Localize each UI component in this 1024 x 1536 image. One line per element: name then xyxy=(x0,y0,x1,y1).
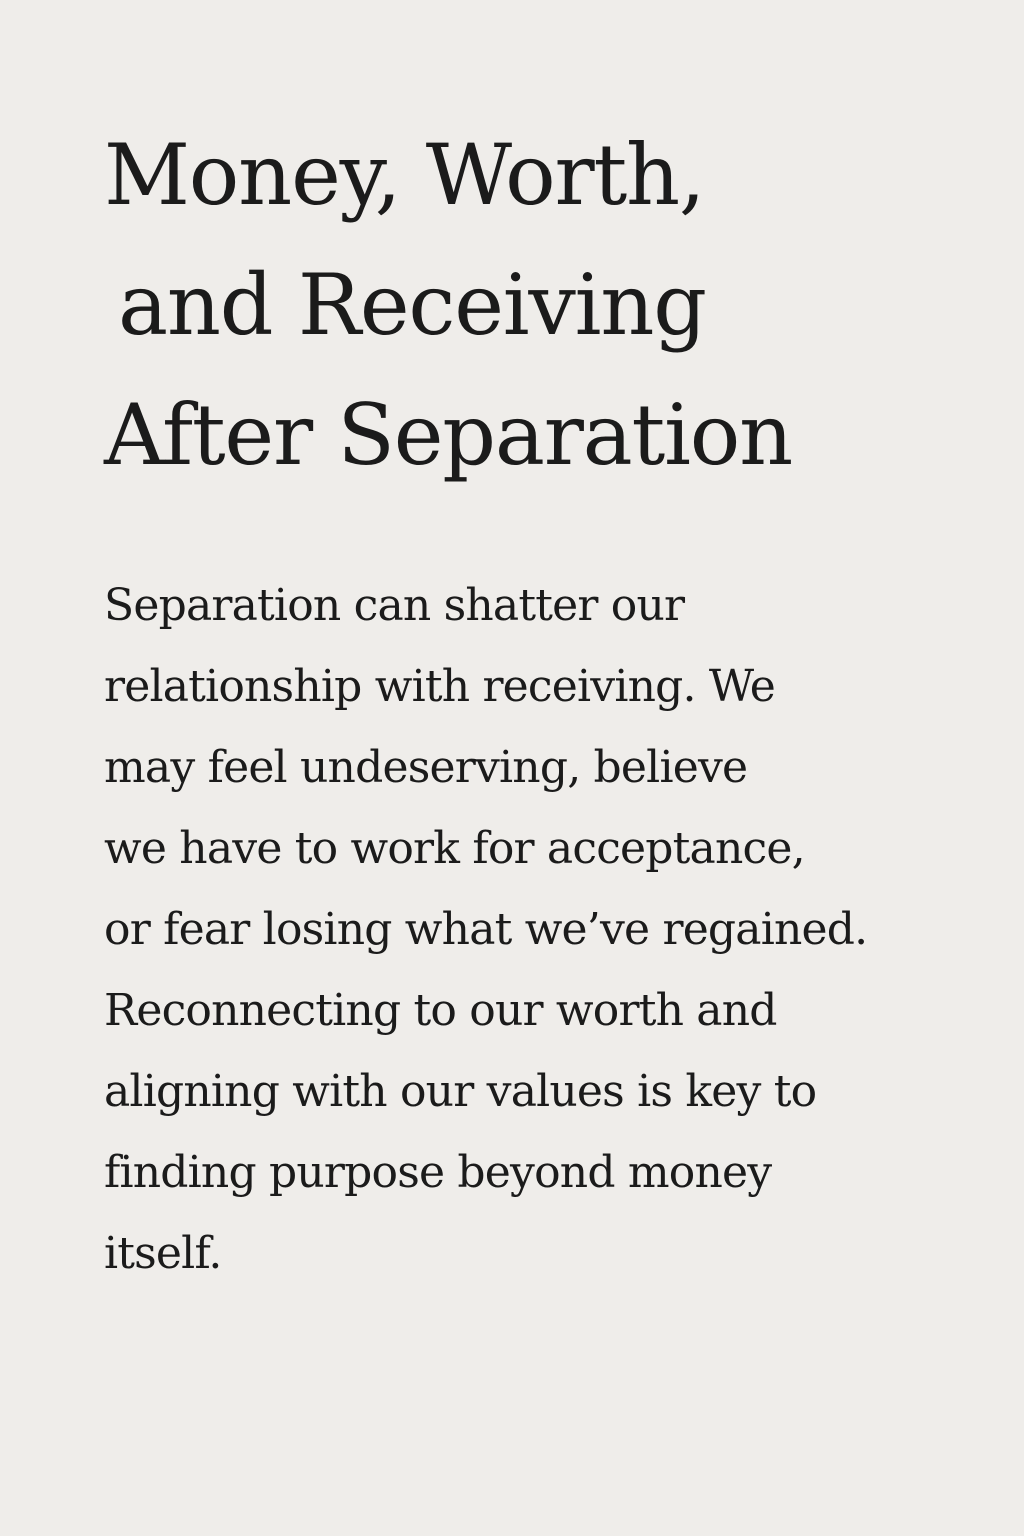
body-line: aligning with our values is key to xyxy=(104,1066,817,1117)
body-line: relationship with receiving. We xyxy=(104,661,775,712)
body-line: may feel undeserving, believe xyxy=(104,742,748,793)
body-line: or fear losing what we’ve regained. xyxy=(104,904,868,955)
title-line: and Receiving xyxy=(118,256,706,354)
body-line: Reconnecting to our worth and xyxy=(104,985,777,1036)
title-line: Money, Worth, xyxy=(104,126,705,224)
body-line: Separation can shatter our xyxy=(104,580,685,631)
body-paragraph xyxy=(104,565,984,1294)
body-line: itself. xyxy=(104,1228,222,1279)
title-line: After Separation xyxy=(104,386,793,484)
page-title xyxy=(104,110,964,500)
body-line: we have to work for acceptance, xyxy=(104,823,805,874)
body-line: finding purpose beyond money xyxy=(104,1147,772,1198)
